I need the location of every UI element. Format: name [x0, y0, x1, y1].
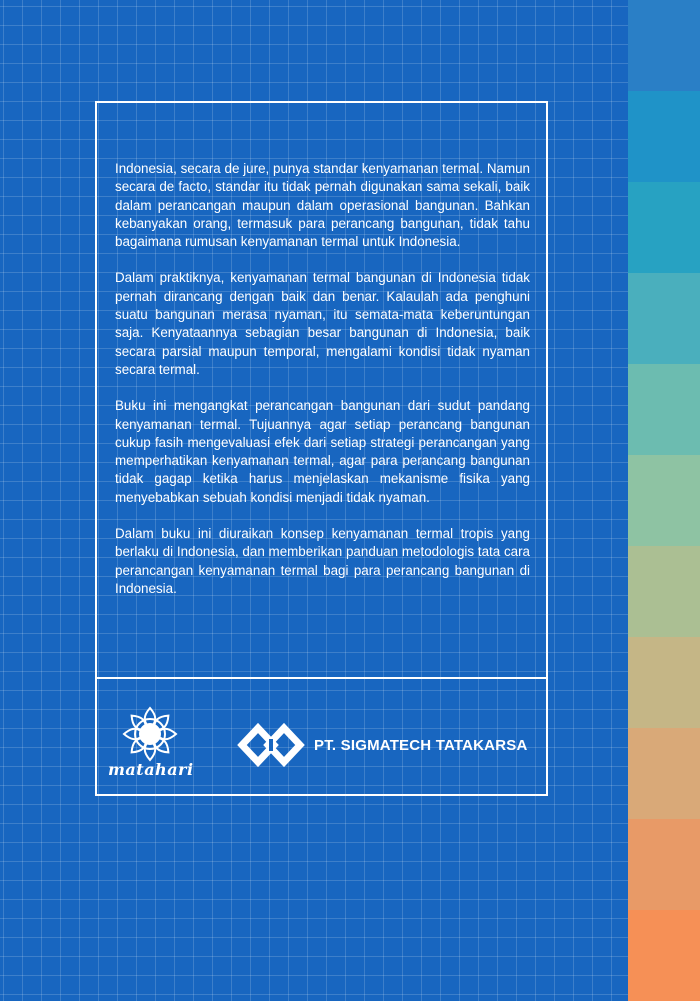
- color-swatch: [628, 819, 700, 910]
- publisher-name: matahari: [108, 760, 194, 779]
- color-swatch: [628, 364, 700, 455]
- frame-divider: [95, 677, 548, 679]
- blurb-paragraph: Dalam buku ini diuraikan konsep kenyamanan termal tropis yang berlaku di Indonesia, dan memberikan panduan metodologis tata cara perancangan kenyamanan termal bagi para perancang bangunan di Indonesia.: [115, 526, 530, 596]
- sponsor-name: PT. SIGMATECH TATAKARSA: [314, 737, 528, 754]
- color-swatch: [628, 455, 700, 546]
- color-swatch: [628, 910, 700, 1001]
- color-swatch: [628, 273, 700, 364]
- color-swatch: [628, 546, 700, 637]
- color-swatch: [628, 91, 700, 182]
- blurb-paragraph: Indonesia, secara de jure, punya standar kenyamanan termal. Namun secara de facto, standar itu tidak pernah digunakan sama sekali, baik dalam perancangan maupun dalam operasional bangunan. Bahkan kebanyakan orang, termasuk para perancang bangunan, tidak tahu bagaimana rumusan kenyamanan termal untuk Indonesia.: [115, 161, 530, 250]
- blurb-paragraph: Dalam praktiknya, kenyamanan termal bangunan di Indonesia tidak pernah dirancang dengan baik dan benar. Kalaulah ada penghuni suatu bangunan merasa nyaman, itu semata-mata keberuntungan saja. Kenyataannya sebagian besar bangunan di Indonesia, baik secara parsial maupun temporal, mengalami kondisi tidak nyaman secara termal.: [115, 270, 530, 377]
- blurb-text: [115, 160, 530, 616]
- interlocking-diamond-logo-icon: [236, 722, 306, 768]
- color-swatch: [628, 0, 700, 91]
- blurb-paragraph: Buku ini mengangkat perancangan bangunan dari sudut pandang kenyamanan termal. Tujuannya agar setiap perancang bangunan cukup fasih mengevaluasi efek dari setiap strategi perancangan yang memperhatikan kenyamanan termal, agar para perancang bangunan tidak gagap ketika harus menjelaskan mekanisme fisika yang menyebabkan sebuah kondisi menjadi tidak nyaman.: [115, 398, 530, 505]
- color-gradient-strip: [628, 0, 700, 1001]
- color-swatch: [628, 182, 700, 273]
- color-swatch: [628, 728, 700, 819]
- color-swatch: [628, 637, 700, 728]
